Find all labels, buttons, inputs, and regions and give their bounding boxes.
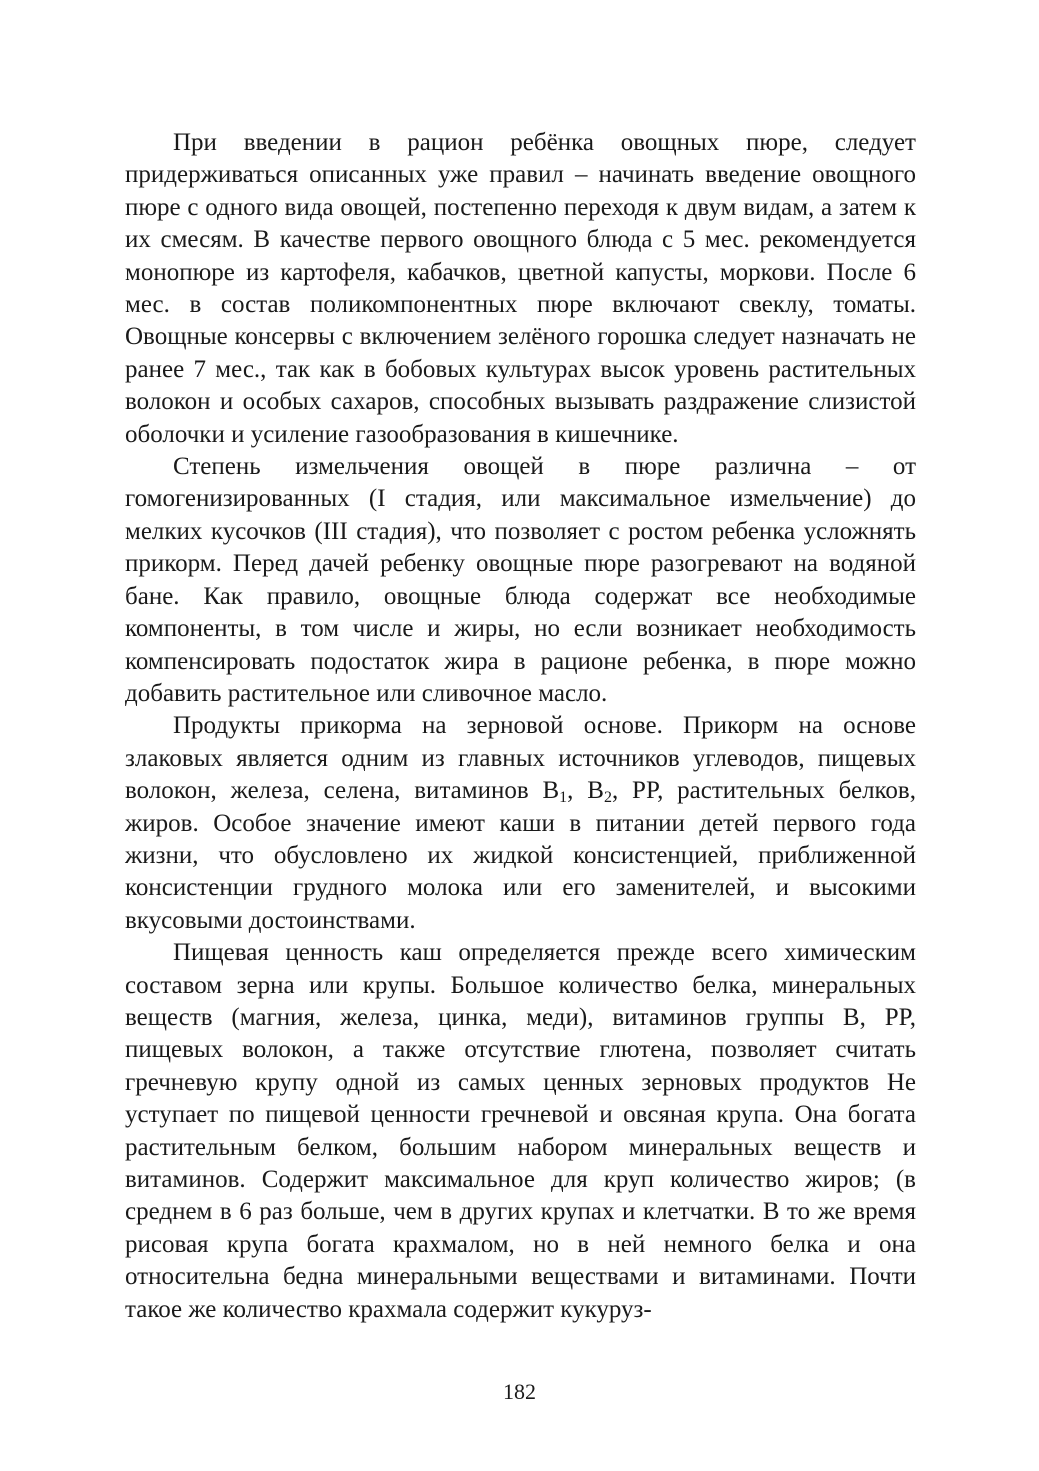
paragraph-text: , B xyxy=(567,777,604,805)
paragraph-vegetable-puree: При введении в рацион ребёнка овощных пюре, следует придерживаться описанных уже правил – начинать введение овощного пюре с одного вида овощей, постепенно переходя к двум видам, а затем к их смесям. В качестве первого овощного блюда с 5 мес. рекомендуется монопюре из картофеля, кабачков, цветной капусты, моркови. После 6 мес. в состав поликомпонентных пюре включают свеклу, томаты. Овощные консервы с включением зелёного горошка следует назначать не ранее 7 мес., так как в бобовых культурах высок уровень растительных волокон и особых сахаров, способных вызывать раздражение слизистой оболочки и усиление газообразования в кишечнике. xyxy=(125,129,916,448)
page-number: 182 xyxy=(503,1379,536,1404)
paragraph-text: Продукты прикорма на зерновой основе. Прикорм на основе злаковых является одним из главных источников углеводов, пищевых волокон, железа, селена, витаминов B xyxy=(125,712,916,805)
subscript-1: 1 xyxy=(559,789,568,807)
subscript-2: 2 xyxy=(603,789,612,807)
page-body xyxy=(125,127,916,1326)
paragraph-porridge-nutrition: Пищевая ценность каш определяется прежде всего химическим составом зерна или крупы. Большое количество белка, минеральных веществ (магния, железа, цинка, меди), витаминов группы В, PP, пищевых волокон, а также отсутствие глютена, позволяет считать гречневую крупу одной из самых ценных зерновых продуктов Не уступает по пищевой ценности гречневой и овсяная крупа. Она богата растительным белком, большим набором минеральных веществ и витаминов. Содержит максимальное для круп количество жиров; (в среднем в 6 раз больше, чем в других крупах и клетчатки. В то же время рисовая крупа богата крахмалом, но в ней немного белка и она относительна бедна минеральными веществами и витаминами. Почти такое же количество крахмала содержит кукуруз- xyxy=(125,939,916,1323)
paragraph-text: , PP, растительных белков, жиров. Особое значение имеют каши в питании детей первого года жизни, что обусловлено их жидкой консистенцией, приближенной консистенции грудного молока или его заменителей, и высокими вкусовыми достоинствами. xyxy=(125,777,916,934)
paragraph-grain-complementary-food xyxy=(125,710,916,937)
paragraph-puree-grinding: Степень измельчения овощей в пюре различна – от гомогенизированных (I стадия, или максимальное измельчение) до мелких кусочков (III стадия), что позволяет с ростом ребенка усложнять прикорм. Перед дачей ребенку овощные пюре разогревают на водяной бане. Как правило, овощные блюда содержат все необходимые компоненты, в том числе и жиры, но если возникает необходимость компенсировать подостаток жира в рационе ребенка, в пюре можно добавить растительное или сливочное масло. xyxy=(125,453,916,707)
